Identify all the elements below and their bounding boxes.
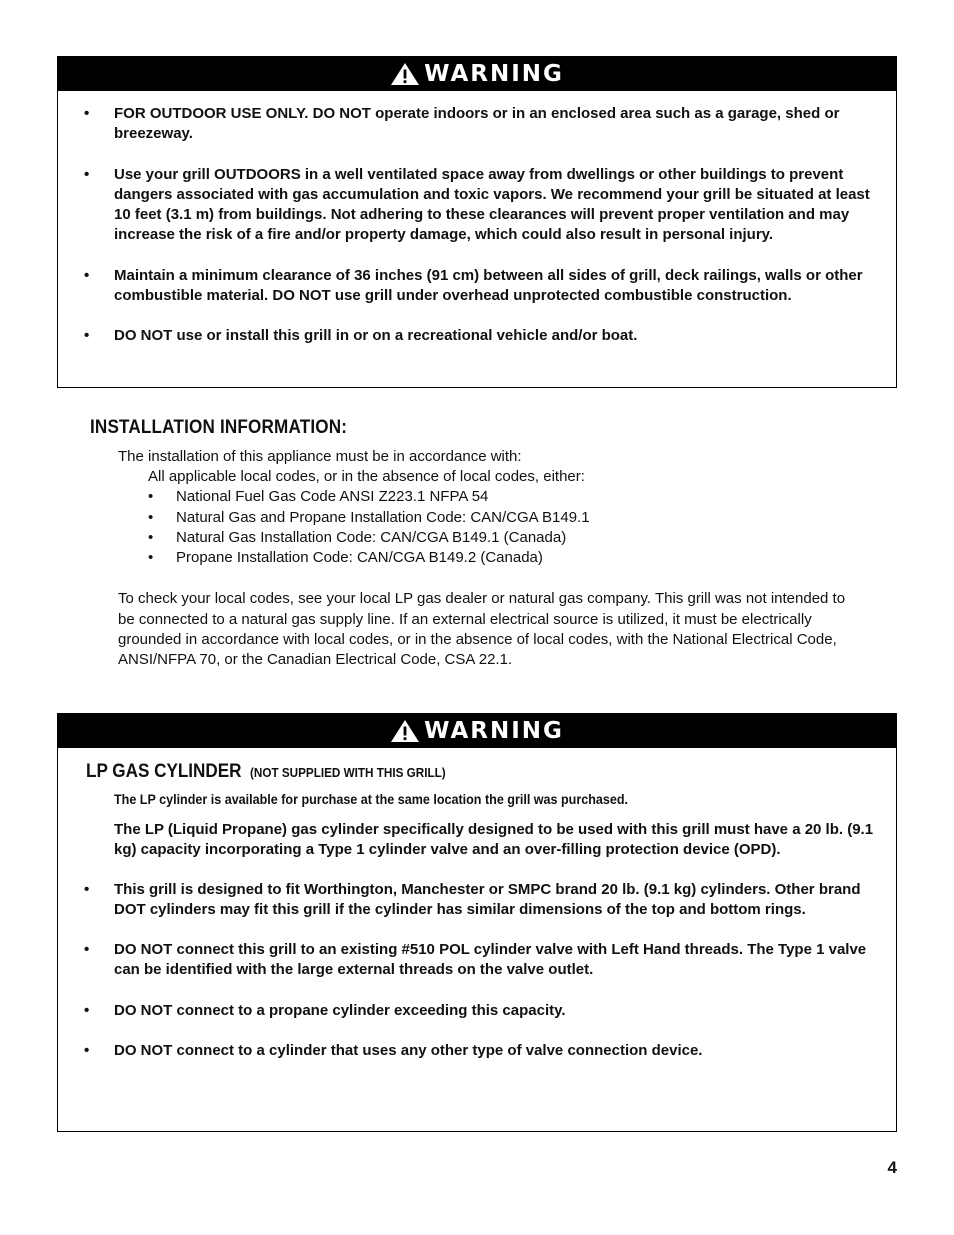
- bullet-marker: •: [84, 266, 90, 284]
- bullet-marker: •: [148, 508, 154, 526]
- list-item-text: DO NOT connect to a cylinder that uses any other type of valve connection device.: [114, 1042, 703, 1060]
- lp-heading-main: LP GAS CYLINDER: [86, 761, 242, 782]
- bullet-marker: •: [84, 941, 90, 959]
- warning-header: [58, 714, 896, 748]
- installation-sub: All applicable local codes, or in the absence of local codes, either:: [148, 468, 585, 486]
- list-item-text: Use your grill OUTDOORS in a well ventilated space away from dwellings or other buildings to prevent dangers associated with gas accumulation and toxic vapors. We recommend your grill be situated at least 10 feet (3.1 m) from buildings. Not adhering to these clearances will prevent proper ventilation and may increase the risk of a fire and/or property damage, which could also result in personal injury.: [114, 165, 870, 244]
- warning-title: WARNING: [424, 718, 564, 744]
- lp-cylinder-section: [58, 748, 896, 861]
- bullet-marker: •: [84, 1042, 90, 1060]
- bullet-marker: •: [84, 1001, 90, 1019]
- list-item-text: Propane Installation Code: CAN/CGA B149.2 (Canada): [176, 549, 543, 567]
- list-item: [58, 880, 896, 921]
- bullet-marker: •: [84, 165, 90, 183]
- lp-cylinder-requirements: The LP (Liquid Propane) gas cylinder specifically designed to be used with this grill must have a 20 lb. (9.1 kg) capacity incorporating a Type 1 cylinder valve and an over-filling protection device (OPD).: [114, 821, 874, 859]
- warning-title: WARNING: [424, 61, 564, 87]
- bullet-marker: •: [84, 880, 90, 898]
- installation-section: [90, 417, 870, 670]
- bullet-marker: •: [84, 327, 90, 345]
- warning-box-lp-cylinder: [57, 713, 897, 1132]
- warning-triangle-icon: [390, 62, 420, 86]
- bullet-marker: •: [84, 105, 90, 122]
- warning-triangle-icon: [390, 719, 420, 743]
- list-item: [148, 487, 870, 507]
- list-item: [58, 326, 896, 346]
- list-item: [148, 508, 870, 528]
- list-item: [58, 104, 896, 145]
- installation-paragraph: To check your local codes, see your local LP gas dealer or natural gas company. This grill was not intended to be connected to a natural gas supply line. If an external electrical source is utilized, it must be electrically grounded in accordance with local codes, or in the absence of local codes, with the National Electrical Code, ANSI/NFPA 70, or the Canadian Electrical Code, CSA 22.1.: [118, 590, 846, 669]
- warning-list: [58, 880, 896, 1062]
- list-item: [58, 940, 896, 981]
- list-item: [148, 548, 870, 568]
- list-item: [58, 1001, 896, 1021]
- list-item: [58, 266, 896, 307]
- warning-box-outdoor-use: [57, 56, 897, 388]
- bullet-marker: •: [148, 528, 154, 546]
- list-item-text: Natural Gas Installation Code: CAN/CGA B149.1 (Canada): [176, 528, 567, 546]
- list-item: [58, 1041, 896, 1061]
- list-item-text: National Fuel Gas Code ANSI Z223.1 NFPA 54: [176, 488, 489, 506]
- bullet-marker: •: [148, 488, 154, 506]
- list-item: [148, 528, 870, 548]
- list-item: [58, 165, 896, 246]
- lp-cylinder-heading: [86, 761, 876, 783]
- lp-heading-note: (NOT SUPPLIED WITH THIS GRILL): [249, 765, 446, 780]
- installation-code-list: [148, 487, 870, 568]
- list-item-text: DO NOT connect this grill to an existing #510 POL cylinder valve with Left Hand threads. The Type 1 valve can be identified with the large external threads on the valve outlet.: [114, 941, 867, 979]
- list-item-text: FOR OUTDOOR USE ONLY. DO NOT operate indoors or in an enclosed area such as a garage, shed or breezeway.: [114, 105, 840, 143]
- lp-availability-note: The LP cylinder is available for purchase at the same location the grill was purchased.: [114, 792, 628, 807]
- list-item-text: DO NOT connect to a propane cylinder exceeding this capacity.: [114, 1001, 566, 1019]
- list-item-text: This grill is designed to fit Worthington, Manchester or SMPC brand 20 lb. (9.1 kg) cylinders. Other brand DOT cylinders may fit this grill if the cylinder has similar dimensions of the top and bottom rings.: [114, 880, 861, 918]
- warning-list: [58, 104, 896, 347]
- list-item-text: Maintain a minimum clearance of 36 inches (91 cm) between all sides of grill, deck railings, walls or other combustible material. DO NOT use grill under overhead unprotected combustible construction.: [114, 266, 863, 305]
- bullet-marker: •: [148, 549, 154, 567]
- list-item-text: DO NOT use or install this grill in or on a recreational vehicle and/or boat.: [114, 327, 638, 345]
- installation-intro: The installation of this appliance must be in accordance with:: [118, 448, 522, 465]
- installation-heading: INSTALLATION INFORMATION:: [90, 417, 348, 438]
- warning-header: [58, 57, 896, 91]
- list-item-text: Natural Gas and Propane Installation Code: CAN/CGA B149.1: [176, 508, 590, 526]
- page-number: 4: [887, 1158, 897, 1177]
